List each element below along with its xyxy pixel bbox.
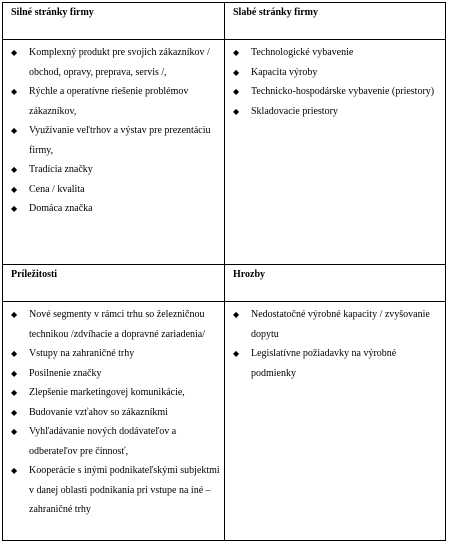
list-item-text: Technicko-hospodárske vybavenie (priestory) [251,86,435,97]
list-item-text: Využívanie veľtrhov a výstav pre prezentáciu firmy, [29,125,211,156]
diamond-bullet-icon: ◆ [11,310,18,319]
list-item [11,305,220,344]
strengths-list [3,40,224,219]
diamond-bullet-icon: ◆ [11,184,18,194]
list-item [11,364,220,384]
list-row-bottom [3,302,446,541]
list-item-text: Budovanie vzťahov so zákazníkmi [29,406,168,418]
diamond-bullet-icon: ◆ [11,427,18,436]
list-item [11,383,220,403]
list-item [11,82,220,121]
list-item-text: Technologické vybavenie [251,47,354,58]
diamond-bullet-icon: ◆ [11,466,18,475]
list-item [11,160,220,180]
threats-header-cell [225,265,446,302]
list-item-text: Domáca značka [29,203,93,214]
list-item [233,102,441,122]
list-item-text: Legislatívne požiadavky na výrobné podmienky [251,348,397,379]
list-item-text: Kapacita výroby [251,66,318,78]
list-item-text: Nedostatočné výrobné kapacity / zvyšovanie dopytu [251,309,430,340]
opportunities-cell [3,302,225,541]
diamond-bullet-icon: ◆ [233,310,240,319]
list-item [11,180,220,200]
weaknesses-header-cell [225,3,446,40]
list-item-text: Zlepšenie marketingovej komunikácie, [29,387,185,398]
diamond-bullet-icon: ◆ [11,407,18,417]
list-item [233,305,441,344]
list-item [11,43,220,82]
header-row-bottom [3,265,446,302]
opportunities-title: Príležitosti [11,269,58,280]
list-item [233,344,441,383]
strengths-title: Silné stránky firmy [11,7,94,18]
list-item-text: Tradícia značky [29,164,93,175]
opportunities-header-cell [3,265,225,302]
weaknesses-title: Slabé stránky firmy [233,7,318,18]
list-item-text: Vyhľadávanie nových dodávateľov a odberateľov pre činnosť, [29,426,177,457]
list-item-text: Vstupy na zahraničné trhy [29,348,135,359]
list-item-text: Posilnenie značky [29,367,102,379]
diamond-bullet-icon: ◆ [233,349,240,358]
diamond-bullet-icon: ◆ [11,368,18,378]
diamond-bullet-icon: ◆ [11,87,18,96]
threats-cell [225,302,446,541]
diamond-bullet-icon: ◆ [11,165,18,174]
header-row-top [3,3,446,40]
list-item-text: Cena / kvalita [29,183,85,195]
strengths-cell [3,40,225,265]
list-item [11,121,220,160]
list-item [233,82,441,102]
weaknesses-list [225,40,445,121]
diamond-bullet-icon: ◆ [233,87,240,96]
diamond-bullet-icon: ◆ [11,48,18,57]
list-item-text: Komplexný produkt pre svojich zákazníkov / obchod, opravy, preprava, servis /, [29,47,210,78]
diamond-bullet-icon: ◆ [11,388,18,397]
threats-list [225,302,445,383]
list-item-text: Nové segmenty v rámci trhu so železničnou technikou /zdvíhacie a dopravné zariadenia/ [29,309,206,340]
diamond-bullet-icon: ◆ [11,349,18,358]
list-item-text: Rýchle a operatívne riešenie problémov zákazníkov, [29,86,189,117]
list-item [11,403,220,423]
list-item [11,461,220,520]
list-item [11,344,220,364]
list-item [11,199,220,219]
strengths-header-cell [3,3,225,40]
list-item [11,422,220,461]
list-item-text: Skladovacie priestory [251,105,338,117]
list-item-text: Kooperácie s inými podnikateľskými subjektmi v danej oblasti podnikania pri vstupe na iné –zahraničné trhy [29,465,220,515]
diamond-bullet-icon: ◆ [233,67,240,77]
opportunities-list [3,302,224,520]
list-row-top [3,40,446,265]
diamond-bullet-icon: ◆ [11,126,18,135]
swot-table [2,2,446,541]
diamond-bullet-icon: ◆ [233,48,240,57]
diamond-bullet-icon: ◆ [11,204,18,213]
weaknesses-cell [225,40,446,265]
diamond-bullet-icon: ◆ [233,106,240,116]
list-item [233,63,441,83]
list-item [233,43,441,63]
threats-title: Hrozby [233,269,266,280]
